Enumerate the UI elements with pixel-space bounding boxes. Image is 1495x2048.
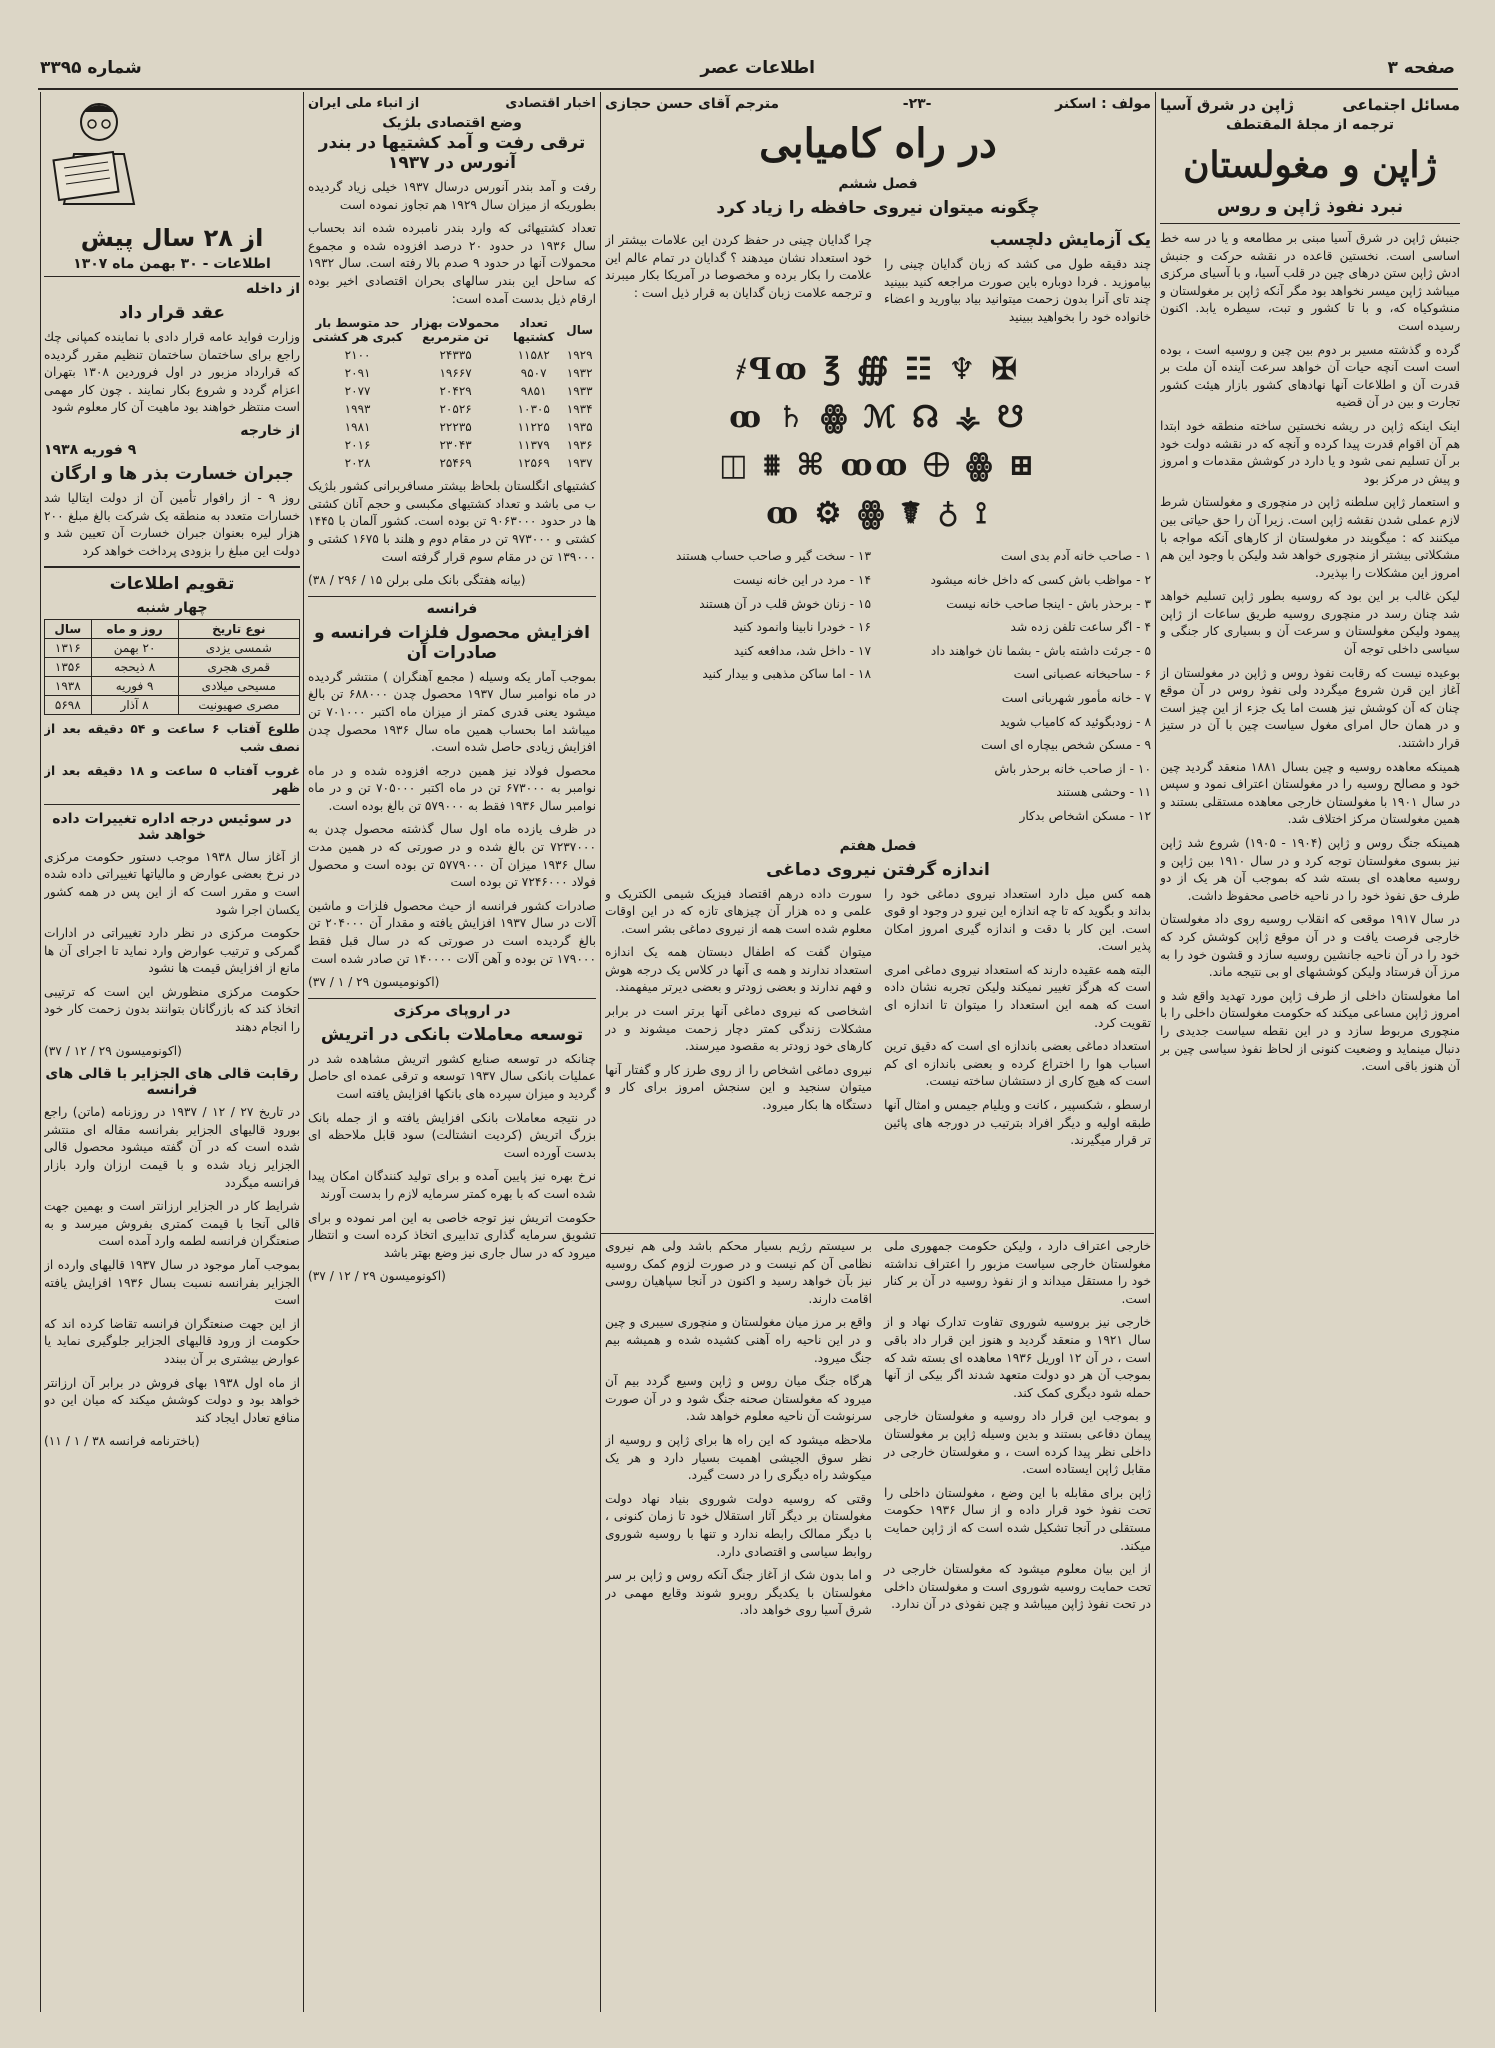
paragraph: اشخاصی که نیروی دماغی آنها برتر است در برابر مشکلات زندگی کمتر دچار زحمت میشوند و در کارهای خود زودتر به مقصود میرسند. (605, 1004, 872, 1054)
paragraph: گرده و گذشته مسیر بر دوم بین چین و روسیه است ، بوده است است آنچه حیات آن خواهد سرعت آینده آن ملت بر قدرت آن و اطلاعات آنها نهادهای کشور بازار هیئت کشور تجارت و بین در آن قضیه (1160, 342, 1460, 410)
kicker-economic: اخبار اقتصادی (505, 96, 596, 111)
list-item: ۱۶ - خودرا نابینا وانمود کنید (733, 620, 871, 635)
table-cell: ۱۹۸۱ (344, 420, 371, 435)
table-cell: ۱۳۱۶ (45, 639, 92, 658)
glyph-line: ꝏ ♄ ꙮ ℳ ☊ ⚶ ☋ (729, 400, 1027, 436)
paragraph: همه کس میل دارد استعداد نیروی دماغی خود را بداند و بگوید که تا چه اندازه این نیرو در وجود او قوی است. این کار با دقت و اندازه گیری امروز امکان پذیر است. (883, 886, 1151, 954)
section-title: عقد قرار داد (118, 303, 226, 323)
paragraph: هرگاه جنگ میان روس و ژاپن وسیع گردد بیم آن میرود که مغولستان صحنه جنگ شود و در آن صورت سرنوشت آن ناحیه معلوم خواهد شد. (605, 1374, 872, 1424)
table-cell: ۲۰۴۲۹ (439, 384, 472, 399)
column-divider (600, 92, 601, 2012)
table-cell: ۹۵۰۷ (520, 366, 547, 381)
paragraph: از آغاز سال ۱۹۳۸ موجب دستور حکومت مرکزی در نرخ بعضی عوارض و مالیاتها تغییراتی داده شده است و مقرر است که از این پس در همه کشور یکسان اجرا شود (44, 849, 300, 917)
table-row (308, 400, 596, 418)
column-japan-mongolia (1160, 94, 1460, 2014)
section-rule (308, 596, 596, 597)
glyph-legend-list (885, 548, 1151, 831)
section-title: یک آزمایش دلچسب (989, 230, 1151, 250)
paragraph: در نتیجه معاملات بانکی افزایش یافته و از جمله بانک بزرگ اتریش (کردیت انشتالت) سود قابل ملاحظه ای بدست آورده است (308, 1110, 596, 1160)
calendar-day: چهار شنبه (136, 600, 208, 617)
paragraph: اما مغولستان داخلی از طرف ژاپن مورد تهدید واقع شد و امروز ژاپن مساعی میکند که حکومت مغولستان داخلی را با منچوری مربوط سازد و در این نقطه سیاست جدیدی را دنبال مینماید و وضعیت کنونی از لحاظ نفوذ سیاسی چین بر آن هنوز باقی است. (1160, 988, 1460, 1074)
table-header: سال (45, 620, 92, 639)
section-title: رقابت قالی های الجزایر با قالی های فرانسه (45, 1066, 299, 1099)
section-title: توسعه معاملات بانکی در اتریش (320, 1024, 584, 1045)
section-rule (308, 998, 596, 999)
table-cell: ۱۱۳۷۹ (517, 438, 550, 453)
title-rule (1160, 223, 1460, 224)
list-item: ۱۳ - سخت گیر و صاحب حساب هستند (676, 549, 871, 564)
issue-number: شماره ۳۳۹۵ (40, 58, 142, 78)
table-cell: ۲۰۱۶ (344, 438, 371, 453)
subheadline: نبرد نفوذ ژاپن و روس (1217, 197, 1403, 217)
chapter-label: فصل ششم (838, 176, 918, 192)
series-number: -۲۳- (902, 96, 932, 112)
headline: ترقی رفت و آمد کشتیها در بندر آنورس در ۱۹۳۷ (318, 133, 586, 173)
table-cell: شمسی یزدی (178, 639, 299, 658)
paragraph: همینکه جنگ روس و ژاپن (۱۹۰۴ - ۱۹۰۵) شروع شد ژاپن نیز بسوی مغولستان توجه کرد و در سال ۱۹۱۰ بین ژاپن و روسیه معاهده ای بسته شد که بموجب آن هر یک از دو طرف حق نفوذ خود را در ناحیه خاصی محفوظ داشت. (1160, 836, 1460, 903)
list-item: ۱ - صاحب خانه آدم بدی است (1000, 549, 1151, 564)
table-cell: ۱۲۵۶۹ (517, 456, 550, 471)
date-line: اطلاعات - ۳۰ بهمن ماه ۱۳۰۷ (73, 256, 271, 272)
paragraph: و اما بدون شک از آغاز جنگ آنکه روس و ژاپن بر سر مغولستان با یکدیگر روبرو شوند وقایع مهمی در شرق آسیا روی خواهد داد. (605, 1568, 872, 1618)
shipping-table (308, 314, 596, 472)
list-item: ۱۸ - اما ساکن مذهبی و بیدار کنید (702, 667, 871, 682)
table-row (45, 639, 300, 658)
paragraph: چند دقیقه طول می کشد که زبان گدایان چینی را بیاموزید . فردا دوباره باین صورت مراجعه کنید ببینید چند تای آنرا بدون زحمت میتوانید بیاد بیاورید و اعضاء خانواده خود را بخواهید ببینید (884, 257, 1151, 324)
table-cell: ۲۰۵۲۶ (439, 402, 472, 417)
paragraph: البته همه عقیده دارند که استعداد نیروی دماغی امری است که هرگز تغییر نمیکند ولیکن تجربه نشان داده است که همه این استعداد را میتوان تا اندازه ای تقویت کرد. (884, 962, 1151, 1030)
list-item: ۹ - مسکن شخص بیچاره ای است (980, 738, 1151, 753)
table-cell: ۹۸۵۱ (520, 384, 547, 399)
table-cell: ۲۰ بهمن (91, 639, 178, 658)
list-item: ۱۵ - زنان خوش قلب در آن هستند (699, 596, 871, 611)
table-cell: ۲۰۷۷ (344, 384, 371, 399)
table-cell: ۱۱۵۸۲ (517, 348, 550, 363)
headline: ژاپن و مغولستان (1183, 144, 1437, 186)
column-path-to-success (605, 94, 1151, 1230)
table-cell: ۱۹۳۲ (566, 366, 593, 381)
paragraph: جنبش ژاپن در شرق آسیا مبنی بر مطامعه و یا در سه خط اساسی است. نخستین قاعده در نقشه حرکت و جنبش ادش ژاپن ستن درهای چین در قلب آسیا، و با آسیای مرکزی میباشد ژاپن میسر نخواهد بود مگر آنکه ژاپن بر مغولستان و منشوکیاه که، و با تا کشور و تبت، سیطره یابد. اکنون رسیده است (1160, 231, 1460, 333)
list-item: ۱۷ - داخل شد، مدافعه کنید (733, 643, 871, 658)
paragraph: از ماه اول ۱۹۳۸ بهای فروش در برابر آن ارزانتر خواهد بود و دولت کوشش میکند که میان این دو منافع تعادل ایجاد کند (44, 1375, 300, 1425)
column-divider (303, 92, 304, 2012)
paragraph: وقتی که روسیه دولت شوروی بنیاد نهاد دولت مغولستان بر دیگر آثار استقلال خود تا زمان کنونی ، با دیگر ممالک رابطه ندارد و تنها با روسیه شوروی روابط سیاسی و اقتصادی دارد. (605, 1491, 872, 1559)
table-cell: ۱۹۶۶۷ (439, 366, 472, 381)
column-28-years-ago (44, 94, 300, 2014)
section-kicker: فرانسه (426, 600, 478, 617)
paragraph: نیروی دماغی اشخاص را از روی طرز کار و گفتار آنها میتوان سنجید و این سنجش امروز برای کار و دستگاه ها بکار میرود. (605, 1062, 872, 1113)
section-rule (44, 276, 300, 277)
table-header: تعداد کشتیها (512, 316, 555, 345)
paragraph: بموجب آمار موجود در سال ۱۹۳۷ قالیهای وارده از الجزایر بفرانسه نسبت بسال ۱۹۳۶ افزایش یافته است (44, 1258, 300, 1308)
table-cell: ۱۹۲۹ (566, 348, 593, 363)
table-header: محمولات بهزار تن مترمربع (411, 316, 500, 345)
column-economic-news (308, 94, 596, 2014)
source-note: (اکونومیسون ۲۹ / ۱۲ / ۳۷) (308, 1269, 446, 1284)
calendar-table (44, 619, 300, 715)
page-header (40, 58, 1455, 88)
source-note: (باخترنامه فرانسه ۳۸ / ۱ / ۱۱) (44, 1434, 200, 1449)
paragraph: حکومت مرکزی در نظر دارد تغییراتی در ادارات گمرکی و ترتیب عوارض وارد نماید تا اجرای آن ها مانع از افزایش قیمت ها نشود (44, 926, 300, 976)
paragraph: نرخ بهره نیز پایین آمده و برای تولید کنندگان امکان پیدا شده است که با بهره کمتر سرمایه لازم را بدست آورند (308, 1169, 596, 1201)
paragraph: کشتیهای انگلستان بلحاظ بیشتر مسافربرانی کشور بلژیک ب می باشد و تعداد کشتیهای مکبسی و حجم آنان کشتی ها در حدود ۹۰۶۳۰۰۰ تن بوده است. کشور آلمان با ۱۴۴۵ کشتی و ۹۷۳۰۰۰ تن در مقام دوم و هلند با ۱۶۷۵ کشتی و ۱۳۹۰۰۰ تن در مقام سوم قرار گرفته است (308, 479, 596, 564)
glyph-line: ҂ꟼꝏ ℥ ∰ ☷ ♆ ✠ (736, 352, 1020, 388)
paragraph: حکومت اتریش نیز توجه خاصی به این امر نموده و برای تشویق سرمایه گذاری تدابیری اتخاذ کرده است و انتظار میرود که در سال جاری نیز وضع بهتر باشد (308, 1210, 596, 1260)
section-caption: از ۲۸ سال پیش (80, 224, 264, 252)
beggar-glyphs (605, 346, 1151, 538)
page-number: صفحه ۳ (1387, 58, 1455, 78)
table-cell: ۲۳۰۴۳ (439, 438, 472, 453)
table-cell: ۲۵۴۶۹ (439, 456, 472, 471)
author: مولف : اسکنر (1055, 96, 1151, 112)
chapter-title: چگونه میتوان نیروی حافظه را زیاد کرد (716, 198, 1040, 218)
translator-note: ترجمه از مجلهٔ المقتطف (1226, 117, 1394, 133)
table-row (45, 677, 300, 696)
paragraph: شرایط کار در الجزایر ارزانتر است و بهمین جهت قالی آنجا با قیمت کمتری بفروش میرسد و به صنعتگران فرانسه لطمه وارد آمده است (44, 1199, 300, 1249)
table-row (45, 696, 300, 715)
table-cell: ۲۲۲۳۵ (439, 420, 472, 435)
source-note: (اکونومیسون ۲۹ / ۱ / ۳۷) (308, 975, 440, 990)
chapter-title: اندازه گرفتن نیروی دماغی (766, 859, 990, 880)
paragraph: خارجی اعتراف دارد ، ولیکن حکومت جمهوری ملی مغولستان خارجی سیاست مزبور را اعتراف نداشته خود را مستقل میداند و از نفوذ روسیه در آن بر کنار است. (884, 1239, 1151, 1306)
paragraph: سورت داده درهم اقتصاد فیزیک شیمی الکتریک و علمی و ده هزار آن چیزهای تازه که در این اوقات معلوم شده است همه از نیروی دماغی بشر است. (605, 886, 872, 936)
paragraph: و بموجب این قرار داد روسیه و مغولستان خارجی پیمان دفاعی بستند و بدین وسیله ژاپن بر مغولستان داخلی نظر پیدا کرده است ، و مغولستان خارجی در مقابل ژاپن ایستاده است. (884, 1409, 1151, 1477)
section-kicker: از داخله (245, 281, 300, 297)
section-rule (44, 566, 300, 568)
section-rule (601, 1233, 1154, 1234)
table-cell: ۲۱۰۰ (344, 348, 371, 363)
paragraph: خارجی نیز بروسیه شوروی تفاوت تدارک نهاد و از سال ۱۹۲۱ و منعقد گردید و هنوز این قرار داد باقی است ، در آن ۱۲ اوریل ۱۹۳۶ معاهده ای بسته شد که بموجب آن هر دو دولت متعهد شدند اگر بیکی از آنها حمله شود دیگری کمک کند. (884, 1315, 1151, 1400)
paragraph: رفت و آمد بندر آنورس درسال ۱۹۳۷ خیلی زیاد گردیده بطوریکه از میزان سال ۱۹۲۹ هم تجاوز نموده است (308, 180, 596, 212)
paragraph: و استعمار ژاپن سلطنه ژاپن در منچوری و مغولستان شرط لازم عملی شدن نقشه ژاپن است. زیرا آن را حق حیاتی بین میکنند که : میگویند در مغولستان از کارهای آنکه مواجه با مشکلاتی بیشتر از منچوری خواهد شد ولیکن با وجود این هم امروز این مشکلات را بپذیرد. (1160, 495, 1460, 580)
table-cell: ۱۹۳۶ (566, 438, 593, 453)
paragraph: صادرات کشور فرانسه از حیث محصول فلزات و ماشین آلات در سال ۱۹۳۷ افزایش یافته و مقدار آن ۲۰۴۰۰۰ تن بالغ گردیده است در صورتی که در سال قبل فقط ۱۷۹۰۰۰ تن بوده و آهن آلات ۱۴۰۰۰۰ تن صادر شده است (308, 898, 596, 966)
column-divider (40, 92, 41, 2012)
list-item: ۱۱ - وحشی هستند (1056, 785, 1151, 800)
table-cell: ۹ فوریه (91, 677, 178, 696)
paragraph: بوعیده نیست که رقابت نفوذ روس و ژاپن در مغولستان از آغاز این قرن شروع میگردد ولی نفوذ روس در آن موقع چنان که آن کوشش نیز هست اما یک جزء از این چیز است و در همان حال امرای مغول سیاست چین با آن در ستیز قرار داشتند. (1160, 665, 1460, 751)
table-cell: ۱۰۳۰۵ (517, 402, 550, 417)
table-cell: ۱۹۳۷ (566, 456, 593, 471)
list-item: ۸ - زودبگوئید که کامیاب شوید (1000, 714, 1151, 729)
table-cell: ۱۳۵۶ (45, 658, 92, 677)
paragraph: میتوان گفت که اطفال دبستان همه یک اندازه استعداد ندارند و همه ی آنها در کلاس یک درجه هوش و فهم ندارند و بعضی زودتر و بعضی دیرتر میفهمند. (605, 945, 872, 995)
table-cell: ۸ آذار (91, 696, 178, 715)
source-note: (بیانه هفتگی بانک ملی برلن ۱۵ / ۲۹۶ / ۳۸) (308, 573, 526, 588)
table-cell: مسیحی میلادی (178, 677, 299, 696)
table-row (308, 364, 596, 382)
paragraph: از این جهت صنعتگران فرانسه تقاضا کرده اند که حکومت از ورود قالیهای الجزایر جلوگیری نماید یا عوارض بیشتری بر آن ببندد (44, 1316, 300, 1366)
paragraph: تعداد کشتیهائی که وارد بندر نامبرده شده اند بحساب سال ۱۹۳۶ در حدود ۲۰ درصد افزوده شده و مجموع محمولات آنها در حدود ۹ صدم بالا رفته است. سال ۱۹۳۲ که ساحل این بندر سالهای بحران اقتصادی اخیر بوده ارقام ذیل بدست آمده است: (308, 221, 596, 306)
kicker-region: ژاپن در شرق آسیا (1160, 96, 1295, 114)
section-title: جبران خسارت بذر ها و ارگان (50, 463, 294, 484)
paragraph: ملاحظه میشود که این راه ها برای ژاپن و روسیه از نظر سوق الجیشی اهمیت بسیار دارد و هر یک میکوشد راه دیگری را در دست گیرد. (605, 1432, 872, 1483)
table-cell: ۱۹۳۴ (566, 402, 593, 417)
header-rule (38, 88, 1458, 90)
table-cell: ۲۰۲۸ (344, 456, 371, 471)
glyph-line: ◫ ⩩ ⌘ ꝏꝏ ⨁ ꙮ ⊞ (719, 448, 1037, 484)
headline: در راه کامیابی (759, 120, 997, 167)
paragraph: محصول فولاد نیز همین درجه افزوده شده و در ماه نوامبر به ۶۷۳۰۰۰ تن در ماه اکتبر ۷۰۵۰۰۰ تن و در ماه نوامبر سال ۱۹۳۶ فقط به ۵۷۹۰۰۰ تن بالغ بوده است. (308, 763, 596, 813)
table-cell: مصری صهیونیت (178, 696, 299, 715)
glyph-legend-list (605, 548, 871, 831)
paragraph: وزارت فواید عامه قرار دادی با نماینده کمپانی چك راجع برای ساختمان ساختمان تنظیم مقرر گردیده که قرارداد مزبور در اول فروردین ۱۳۰۸ بتهران اعزام گردد و شروع بکار نمایند . چون کار مهمی است منتظر خواهند بود ماهیت آن کار معلوم شود (44, 330, 300, 415)
section-kicker: از خارجه (240, 422, 300, 439)
sunrise-line: طلوع آفتاب ۶ ساعت و ۵۴ دقیقه بعد از نصف شب (44, 722, 300, 754)
paragraph: بموجب آمار یکه وسیله ( مجمع آهنگران ) منتشر گردیده در ماه نوامبر سال ۱۹۳۷ محصول چدن ۶۸۸۰۰۰ تن بالغ میشود یعنی قدری کمتر از میزان ماه اکتبر ۷۰۱۰۰۰ تن میباشد اما بحساب همین ماه سال ۱۹۳۶ محصول چدن افزایش زیادی حاصل شده است. (308, 669, 596, 755)
table-header: حد متوسط بار کبری هر کشتی (312, 316, 403, 345)
paragraph: در تاریخ ۲۷ / ۱۲ / ۱۹۳۷ در روزنامه (ماتن) راجع بورود قالیهای الجزایر بفرانسه مقاله ای منتشر شده است که در آن گفته میشود محصول قالی الجزایر زیاد شده و با قیمت ارزان وارد بازار فرانسه میگردد (44, 1105, 300, 1190)
source-note: (اکونومیسون ۲۹ / ۱۲ / ۳۷) (44, 1043, 182, 1058)
table-row (308, 436, 596, 454)
list-item: ۶ - ساحبخانه عصبانی است (1013, 667, 1151, 682)
section-kicker: در اروپای مرکزی (393, 1002, 511, 1019)
list-item: ۴ - اگر ساعت تلفن زده شد (1010, 620, 1151, 635)
list-item: ۱۴ - مرد در این خانه نیست (733, 572, 871, 587)
chapter-label: فصل هفتم (839, 837, 917, 854)
list-item: ۲ - مواظب باش کسی که داخل خانه میشود (930, 572, 1151, 587)
table-cell: ۲۴۳۳۵ (439, 348, 472, 363)
table-row (308, 454, 596, 472)
reading-man-illustration (44, 94, 154, 214)
list-item: ۱۰ - از صاحب خانه برحذر باش (994, 761, 1151, 776)
table-row (308, 346, 596, 364)
section-rule (44, 804, 300, 805)
table-row (308, 418, 596, 436)
kicker-social: مسائل اجتماعی (1342, 96, 1460, 114)
paragraph: در ظرف یازده ماه اول سال گذشته محصول چدن به ۷۲۳۷۰۰۰ تن بالغ شده و در صورتی که در همین مدت سال ۱۹۳۶ میزان آن ۵۷۷۹۰۰۰ تن بوده است و محصول فولاد ۷۲۴۶۰۰۰ تن بوده است (308, 822, 596, 890)
section-title: افزایش محصول فلزات فرانسه و صادرات آن (313, 622, 591, 663)
table-cell: ۵۶۹۸ (45, 696, 92, 715)
table-row (308, 382, 596, 400)
table-header: روز و ماه (91, 620, 178, 639)
table-header: نوع تاریخ (178, 620, 299, 639)
kicker-national: از انباء ملی ایران (308, 96, 420, 111)
paragraph: واقع بر مرز میان مغولستان و منچوری سیبری و چین و در این ناحیه راه آهنی کشیده شده و همیشه بیم جنگ میرود. (605, 1315, 872, 1365)
paragraph: ارسطو ، شکسپیر ، کانت و ویلیام جیمس و امثال آنها طبقه اولیه و دیگر افراد بترتیب در دورجه های پائین تر قرار میگیرند. (884, 1098, 1151, 1148)
list-item: ۳ - برحذر باش - اینجا صاحب خانه نیست (946, 596, 1151, 611)
list-item: ۷ - خانه مأمور شهربانی است (1001, 690, 1151, 705)
paragraph: حکومت مرکزی منظورش این است که ترتیبی اتخاذ کند که بازرگانان بتوانند بدون زحمت کار خود را انجام دهند (44, 984, 300, 1035)
list-item: ۵ - جرئت داشته باش - بشما نان خواهند داد (930, 643, 1151, 658)
paper-name: اطلاعات عصر (700, 58, 815, 78)
paragraph: چنانکه در توسعه صنایع کشور اتریش مشاهده شد در عملیات بانکی سال ۱۹۳۷ توسعه و ترقی عمده ای حاصل گردید و میزان سپرده های بانکها افزایش یافته است (308, 1051, 596, 1101)
table-cell: ۱۹۳۸ (45, 677, 92, 696)
paragraph: ژاپن برای مقابله با این وضع ، مغولستان داخلی را تحت نفوذ خود قرار داده و از سال ۱۹۳۶ حکومت مستقلی در آنجا تشکیل شده است که از ژاپن حمایت میکند. (884, 1485, 1151, 1553)
paragraph: در سال ۱۹۱۷ موقعی که انقلاب روسیه روی داد مغولستان خارجی فرصت یافت و در آن موقع ژاپن کوشش کرد که خود را در آن ناحیه جانشین روسیه سازد و قشون خود را به مرز آن فرستاد ولیکن کوششهای او بی نتیجه ماند. (1160, 912, 1460, 980)
table-header: سال (566, 323, 593, 338)
glyph-line: ꝏ ⚙ ꙮ ☤ ♁ ⟟ (766, 496, 990, 532)
paragraph: چرا گدایان چینی در حفظ کردن این علامات بیشتر از خود استعداد نشان میدهند ؟ گدایان در تمام عالم این علامت را بکار برده و مخصوصا در آمریکا بکار میبرند و ترجمه علامت زبان گدایان به قرار ذیل است : (605, 233, 872, 300)
column-continuation (605, 1238, 1151, 2014)
calendar-title: تقویم اطلاعات (109, 574, 235, 595)
table-cell: ۱۹۹۳ (344, 402, 371, 417)
column-divider (1155, 92, 1156, 2012)
table-cell: ۲۰۹۱ (344, 366, 371, 381)
table-row (45, 658, 300, 677)
translator: مترجم آقای حسن حجازی (605, 96, 780, 112)
paragraph: از این بیان معلوم میشود که مغولستان خارجی در تحت حمایت روسیه شوروی است و مغولستان داخلی در تحت نفوذ ژاپن میباشد و چین نفوذی در آن ندارد. (884, 1562, 1151, 1612)
paragraph: همینکه معاهده روسیه و چین بسال ۱۸۸۱ منعقد گردید چین خود و مصالح روسیه را در مغولستان اعتراف نمود و سپس در سال ۱۹۰۱ با مغولستان خارجی معاهده مستقلی بستند و همین مغولستان مرکز اختلاف شد. (1160, 759, 1460, 827)
paragraph: لیکن غالب بر این بود که روسیه بطور ژاپن تسلیم خواهد شد چنان رسد در منچوری روسیه طریق ساعات از ژاپن پیمود ولیکن مغولستان و سرعت آن و بسیاری کار جنگی و سیاسی داخلی توجه آن (1160, 589, 1460, 657)
table-cell: ۱۱۲۲۵ (517, 420, 550, 435)
paragraph: اینک اینکه ژاپن در ریشه نخستین ساخته منطقه خود ابتدا هم آن اقوام قدرت پیدا کرده و آنچه که در نقشه دولت خود بر آن تسلیم نمی شود و یا دارد در کوشش مقدمات و امروز و پیش در مرکز بود (1160, 418, 1460, 486)
paragraph: استعداد دماغی بعضی باندازه ای است که دقیق ترین اسباب هوا را اختراع کرده و بعضی باندازه ای کم است که هیچ کاری از دستشان ساخته نیست. (884, 1039, 1151, 1089)
table-cell: ۸ ذیحجه (91, 658, 178, 677)
date-line: ۹ فوریه ۱۹۳۸ (44, 441, 137, 458)
table-cell: ۱۹۳۵ (566, 420, 593, 435)
paragraph: روز ۹ - از رافوار تأمین آن از دولت ایتالیا شد خسارات متعدد به منطقه یک شرکت بالغ مبلغ ۲۰۰ هزار لیره بعنوان جبران خسارت آن تعیین شد و دولت این مبلغ را بزودی پرداخت خواهد کرد (44, 490, 300, 558)
sunset-line: غروب آفتاب ۵ ساعت و ۱۸ دقیقه بعد از ظهر (44, 763, 300, 796)
section-title: در سوئیس درجه اداره تغییرات داده خواهد شد (52, 810, 292, 843)
table-cell: قمری هجری (178, 658, 299, 677)
paragraph: بر سیستم رژیم بسیار محکم باشد ولی هم نیروی نظامی آن کم نیست و در صورت لزوم کمک روسیه نیز بآن خواهد رسید و اکنون در آنجا سپاهیان روسی اقامت دارند. (605, 1239, 872, 1306)
section-title: وضع اقتصادی بلژیک (382, 115, 522, 131)
list-item: ۱۲ - مسکن اشخاص بدکار (1019, 808, 1151, 823)
table-cell: ۱۹۳۳ (566, 384, 593, 399)
